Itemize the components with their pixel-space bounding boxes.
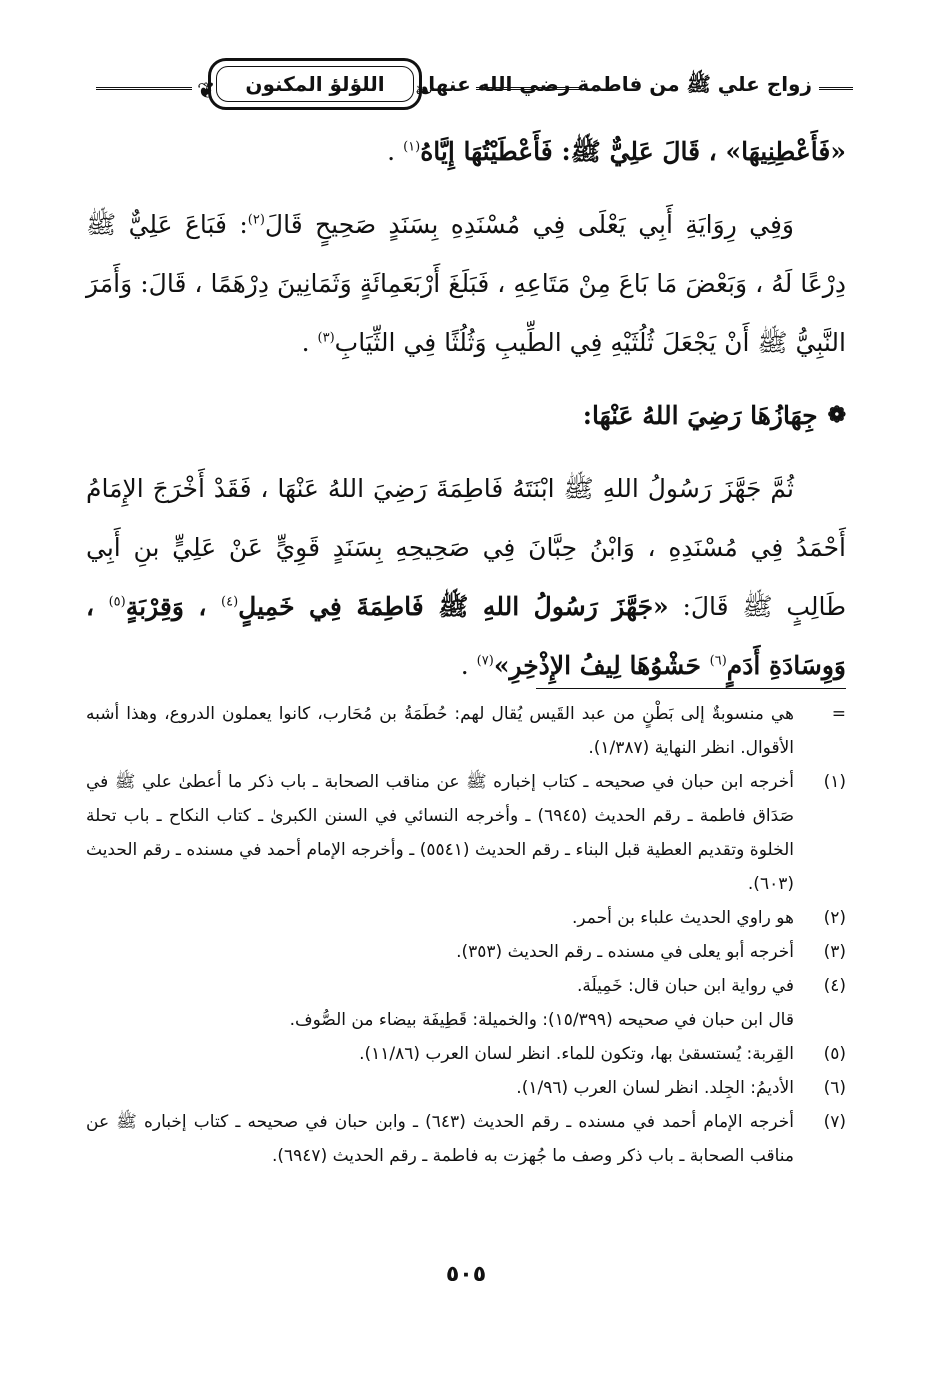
- footnote-item: [86, 697, 846, 765]
- header-rule-right: [819, 87, 853, 90]
- punctuation: .: [460, 651, 477, 680]
- section-heading: [86, 386, 846, 445]
- footnote-text: القِربة: يُستسقىٰ بها، وتكون للماء. انظر لسان العرب (١١/٨٦).: [359, 1044, 794, 1064]
- text: وَفِي رِوَايَةِ أَبِي يَعْلَى فِي مُسْنَدِهِ بِسَنَدٍ صَحِيحٍ قَالَ: [264, 210, 794, 239]
- text: ثُمَّ جَهَّزَ رَسُولُ اللهِ ﷺ ابْنَتَهُ فَاطِمَةَ رَضِيَ اللهُ عَنْهَا ، فَقَدْ أَخْرَجَ الإِمَامُ أَحْمَدُ فِي مُسْنَدِهِ ، وَابْنُ حِبَّانَ فِي صَحِيحِهِ بِسَنَدٍ قَوِيٍّ عَنْ عَلِيٍّ بنِ أَبِي طَالِبٍ ﷺ قَالَ:: [86, 474, 846, 621]
- footnote-ref[interactable]: (٦): [709, 653, 727, 669]
- spacer: [86, 181, 846, 195]
- footnote-item: [86, 765, 846, 901]
- running-header: [100, 50, 852, 110]
- footnote-number: (٥): [823, 1044, 846, 1064]
- footnote-number: =: [831, 704, 846, 724]
- footnote-number: (٦): [823, 1078, 846, 1098]
- footnote-ref[interactable]: (١): [403, 139, 421, 155]
- section-title: جِهَازُهَا رَضِيَ اللهُ عَنْهَا:: [582, 401, 818, 430]
- footnote-number: (٣): [823, 942, 846, 962]
- footnote-ref[interactable]: (٤): [221, 594, 239, 610]
- chapter-title: زواج علي ﷺ من فاطمة رضي الله عنها: [428, 72, 812, 96]
- footnote-text: هي منسوبةٌ إلى بَطْنٍ من عبد القَيس يُقال لهم: حُطَمَةُ بن مُحَارب، كانوا يعملون الدروع، وهذا أشبه الأقوال. انظر النهاية (١/٣٨٧).: [86, 704, 794, 758]
- footnote-ref[interactable]: (٢): [247, 212, 265, 228]
- paragraph-1: [86, 122, 846, 181]
- paragraph-3: [86, 459, 846, 695]
- quote-text: حَشْوُهَا لِيفُ الإِذْخِرِ»: [493, 651, 710, 680]
- footnote-item: [86, 1071, 846, 1105]
- footnote-number: (١): [823, 772, 846, 792]
- floral-ornament-icon: ❦: [197, 79, 216, 104]
- footnote-number: (٢): [823, 908, 846, 928]
- footnote-number: (٤): [823, 976, 846, 996]
- footnote-item: [86, 1105, 846, 1173]
- footnote-ref[interactable]: (٧): [476, 653, 494, 669]
- spacer: [86, 445, 846, 459]
- footnote-text: أخرجه أبو يعلى في مسنده ـ رقم الحديث (٣٥٣).: [456, 942, 794, 962]
- footnote-number: (٧): [823, 1112, 846, 1132]
- quote-text: ، وَقِرْبَةٍ: [125, 592, 222, 621]
- punctuation: .: [387, 137, 404, 166]
- main-text: [86, 122, 846, 695]
- footnote-continuation: قال ابن حبان في صحيحه (١٥/٣٩٩): والخميلة: قَطِيفَة بيضاء من الصُّوف.: [289, 1010, 794, 1030]
- header-rule-left: [96, 87, 192, 90]
- footnote-text: أخرجه الإمام أحمد في مسنده ـ رقم الحديث (٦٤٣) ـ وابن حبان في صحيحه ـ كتاب إخباره ﷺ عن مناقب الصحابة ـ باب ذكر وصف ما جُهزت به فاطمة ـ رقم الحديث (٦٩٤٧).: [86, 1112, 794, 1166]
- spacer: [86, 372, 846, 386]
- quote-text: «فَأَعْطِنِيهَا» ، قَالَ عَلِيٌّ ﷺ: فَأَعْطَيْتُهَا إِيَّاهُ: [420, 137, 846, 166]
- footnotes: [86, 697, 846, 1173]
- floral-ornament-icon: ❧: [414, 79, 433, 104]
- footnote-item: [86, 969, 846, 1003]
- quote-text: «جَهَّزَ رَسُولُ اللهِ ﷺ فَاطِمَةَ فِي خَمِيلٍ: [238, 592, 669, 621]
- book-title-cartouche: [197, 58, 433, 110]
- flower-bullet-icon: ❁: [827, 402, 846, 428]
- footnote-item: [86, 901, 846, 935]
- footnote-item: [86, 935, 846, 969]
- page-number: ٥٠٥: [445, 1262, 487, 1287]
- footnote-text: هو راوي الحديث علباء بن أحمر.: [571, 908, 794, 928]
- footnote-text: الأديمُ: الجِلد. انظر لسان العرب (١/٩٦).: [516, 1078, 794, 1098]
- footnote-ref[interactable]: (٣): [317, 330, 335, 346]
- footnote-item: [86, 1037, 846, 1071]
- paragraph-2: [86, 195, 846, 372]
- book-title: اللؤلؤ المكنون: [245, 72, 385, 96]
- footnote-separator: [536, 688, 846, 689]
- footnote-text: في رواية ابن حبان قال: خَمِيلَة.: [577, 976, 794, 996]
- footnote-text: أخرجه ابن حبان في صحيحه ـ كتاب إخباره ﷺ عن مناقب الصحابة ـ باب ذكر ما أعطىٰ علي ﷺ في صَدَاق فاطمة ـ رقم الحديث (٦٩٤٥) ـ وأخرجه النسائي في السنن الكبرىٰ ـ كتاب النكاح ـ باب تحلة الخلوة وتقديم العطية قبل البناء ـ رقم الحديث (٥٥٤١) ـ وأخرجه الإمام أحمد في مسنده ـ رقم الحديث (٦٠٣).: [86, 772, 794, 894]
- text: : فَبَاعَ عَلِيٌّ ﷺ دِرْعًا لَهُ ، وَبَعْضَ مَا بَاعَ مِنْ مَتَاعِهِ ، فَبَلَغَ أَرْبَعَمِائَةٍ وَثَمَانِينَ دِرْهَمًا ، قَالَ: وَأَمَرَ النَّبِيُّ ﷺ أَنْ يَجْعَلَ ثُلُثَيْهِ فِي الطِّيبِ وَثُلُثًا فِي الثِّيَابِ: [86, 210, 846, 357]
- footnote-ref[interactable]: (٥): [108, 594, 126, 610]
- quote-text: ، وَوِسَادَةِ أَدَمٍ: [86, 592, 846, 680]
- punctuation: .: [301, 328, 318, 357]
